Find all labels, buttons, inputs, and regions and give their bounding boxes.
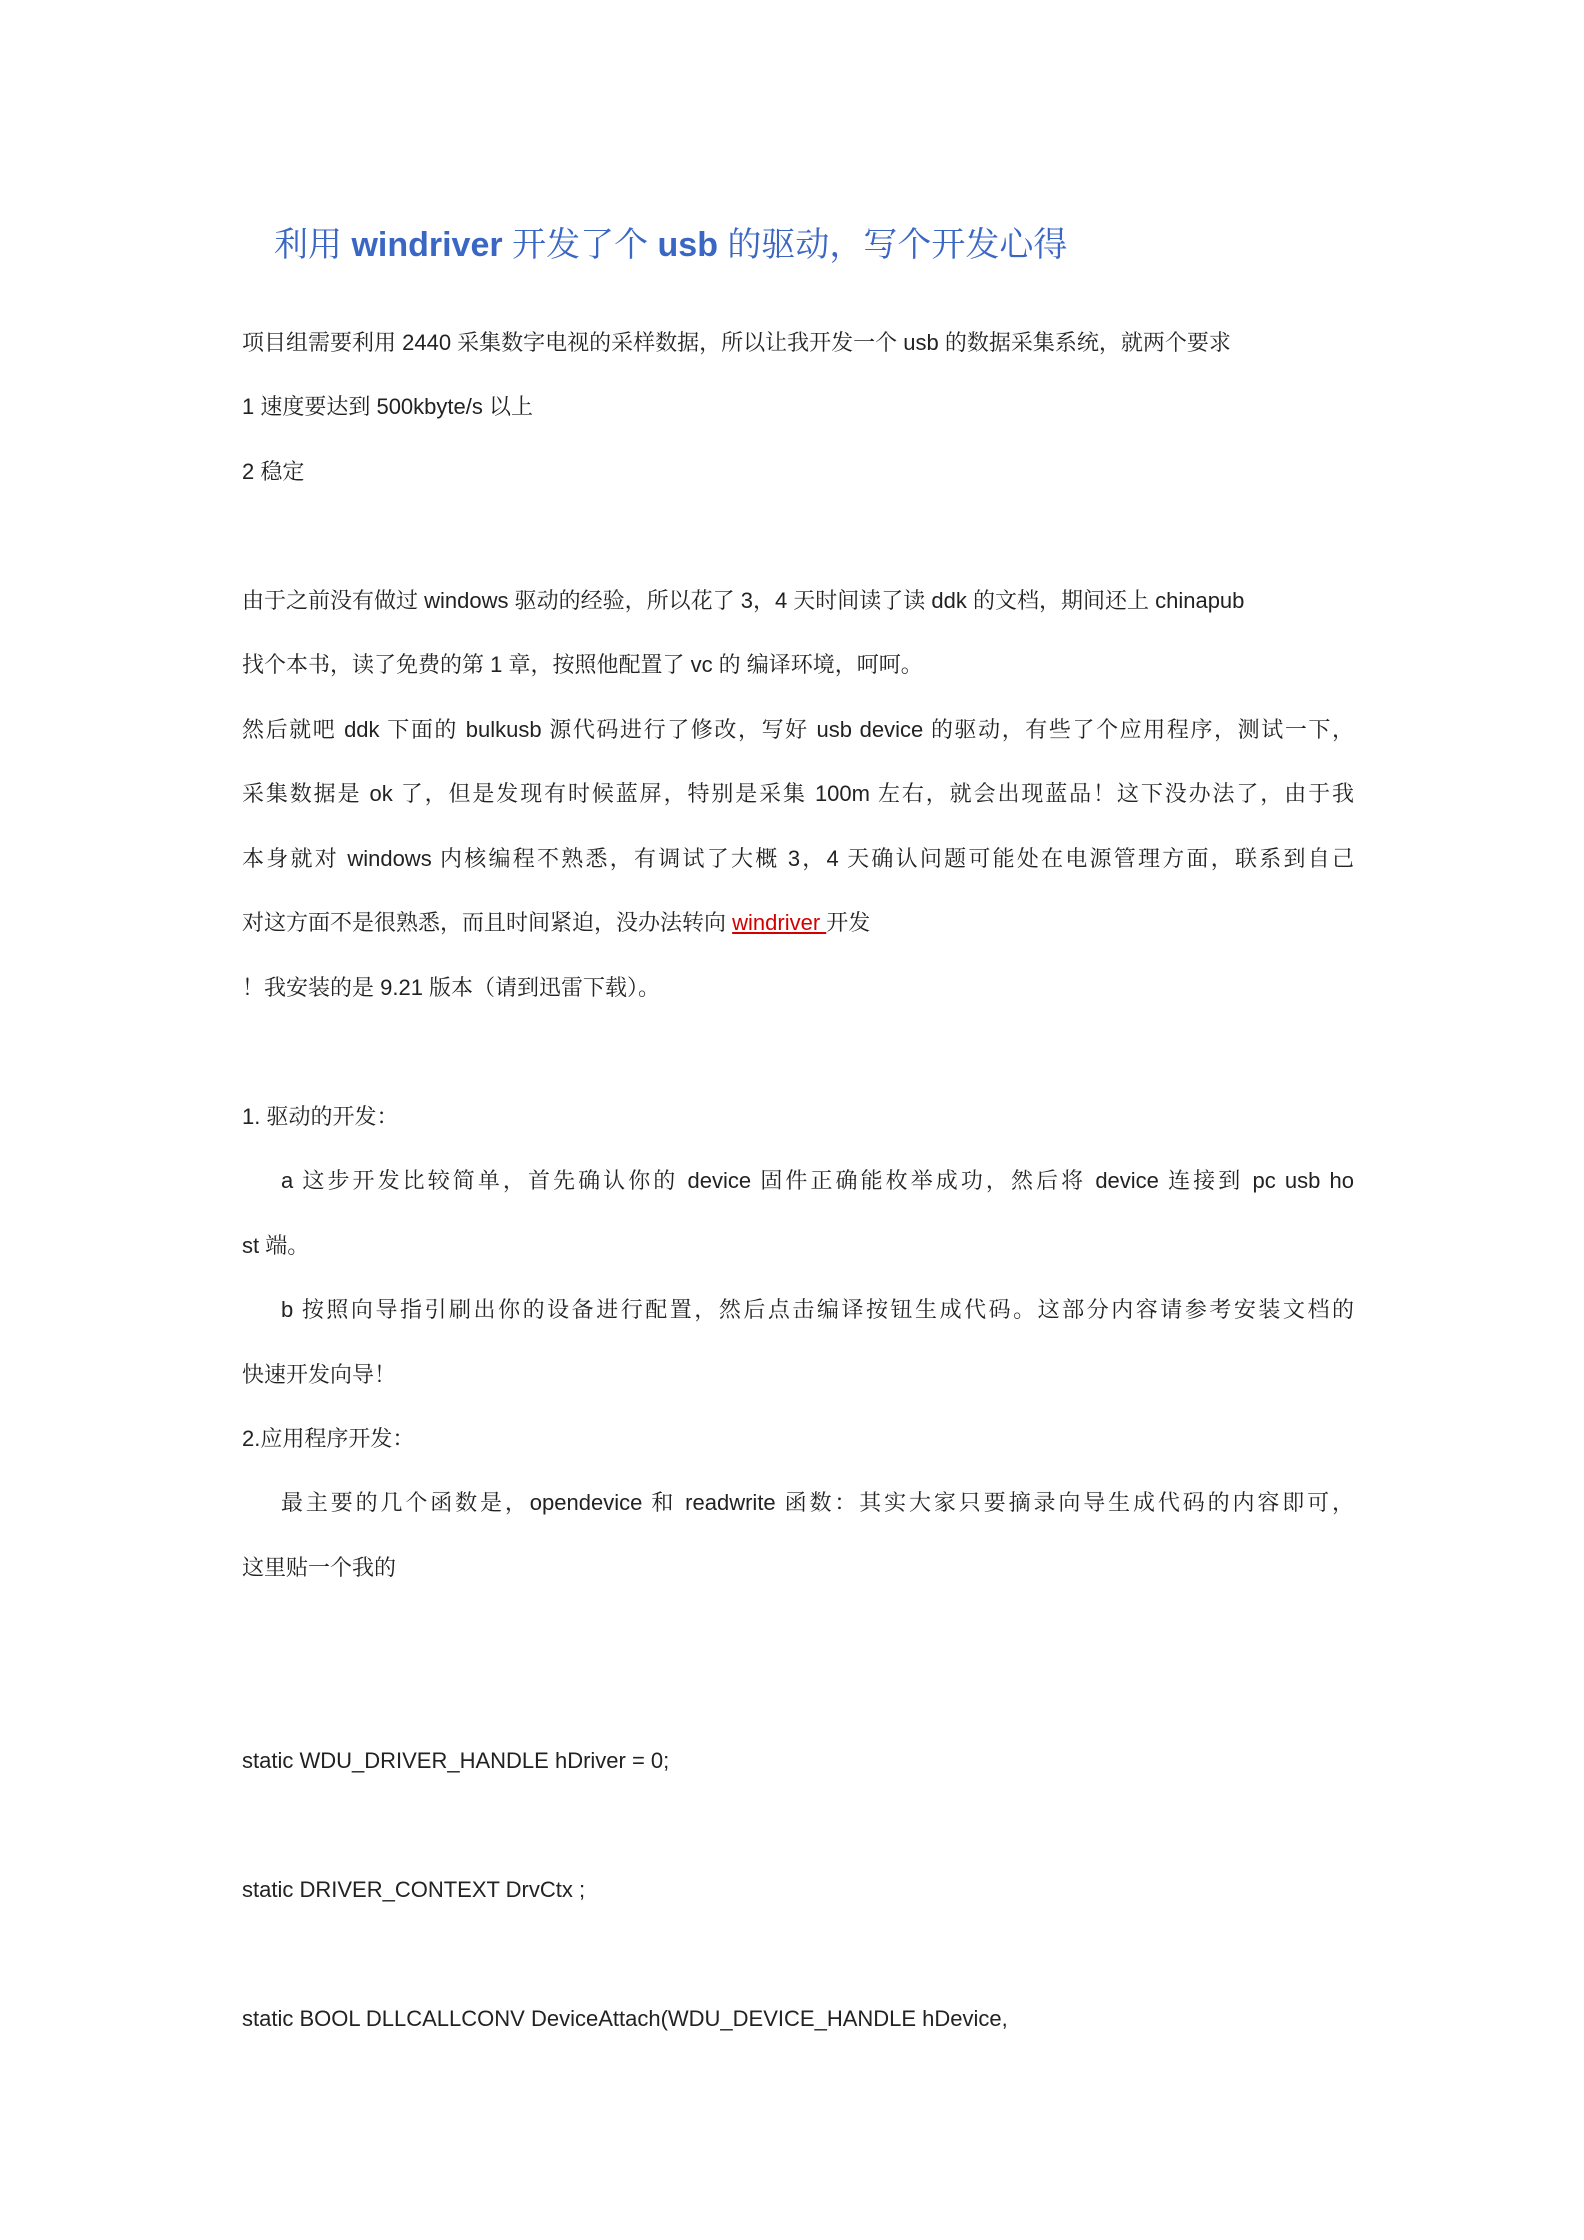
blank-line <box>242 1923 1354 1987</box>
paragraph-line: 采集数据是 ok 了，但是发现有时候蓝屏，特别是采集 100m 左右，就会出现蓝品！这下没办法了，由于我 <box>242 781 1354 807</box>
section-heading: 1. 驱动的开发： <box>242 1103 399 1129</box>
document-body <box>242 311 1354 2052</box>
paragraph-line: 项目组需要利用 2440 采集数字电视的采样数据，所以让我开发一个 usb 的数据采集系统，就两个要求 <box>242 330 1231 355</box>
paragraph-line: ！我安装的是 9.21 版本（请到迅雷下载）。 <box>242 974 661 1000</box>
blank-line <box>242 1665 1354 1729</box>
title-part: 开发了个 <box>502 226 658 264</box>
paragraph-line: a 这步开发比较简单，首先确认你的 device 固件正确能枚举成功，然后将 device 连接到 pc usb ho <box>281 1168 1354 1194</box>
blank-line <box>242 1600 1354 1664</box>
title-part: 的驱动，写个开发心得 <box>717 226 1068 264</box>
paragraph-line: 快速开发向导！ <box>242 1361 397 1387</box>
requirement-item: 1 速度要达到 500kbyte/s 以上 <box>242 394 533 420</box>
paragraph-line: 这里贴一个我的 <box>242 1554 397 1580</box>
paragraph-line: 然后就吧 ddk 下面的 bulkusb 源代码进行了修改，写好 usb device 的驱动，有些了个应用程序，测试一下， <box>242 716 1354 742</box>
requirement-item: 2 稳定 <box>242 458 305 484</box>
title-part: 利用 <box>274 226 352 264</box>
paragraph-line <box>242 891 1354 955</box>
paragraph-line: 最主要的几个函数是，opendevice 和 readwrite 函数：其实大家只要摘录向导生成代码的内容即可， <box>281 1490 1354 1516</box>
paragraph-line: b 按照向导指引刷出你的设备进行配置，然后点击编译按钮生成代码。这部分内容请参考安装文档的 <box>281 1297 1354 1323</box>
paragraph-text: 开发 <box>826 910 871 936</box>
windriver-link[interactable]: windriver <box>732 910 827 936</box>
code-line: static DRIVER_CONTEXT DrvCtx ; <box>242 1877 586 1903</box>
paragraph-line: st 端。 <box>242 1232 310 1258</box>
code-line: static WDU_DRIVER_HANDLE hDriver = 0; <box>242 1748 670 1774</box>
paragraph-line: 本身就对 windows 内核编程不熟悉，有调试了大概 3，4 天确认问题可能处在电源管理方面，联系到自己 <box>242 845 1354 871</box>
blank-line <box>242 1794 1354 1858</box>
paragraph-text: 对这方面不是很熟悉，而且时间紧迫，没办法转向 <box>242 910 733 936</box>
title-part: usb <box>657 226 718 264</box>
title-part: windriver <box>351 226 503 264</box>
code-line: static BOOL DLLCALLCONV DeviceAttach(WDU_DEVICE_HANDLE hDevice, <box>242 2006 1008 2032</box>
paragraph-line: 找个本书，读了免费的第 1 章，按照他配置了 vc 的 编译环境，呵呵。 <box>242 652 923 678</box>
page-title <box>274 220 1374 270</box>
blank-line <box>242 1020 1354 1084</box>
blank-line <box>242 504 1354 568</box>
section-heading: 2.应用程序开发： <box>242 1425 415 1451</box>
paragraph-line: 由于之前没有做过 windows 驱动的经验，所以花了 3，4 天时间读了读 ddk 的文档，期间还上 chinapub <box>242 587 1245 613</box>
